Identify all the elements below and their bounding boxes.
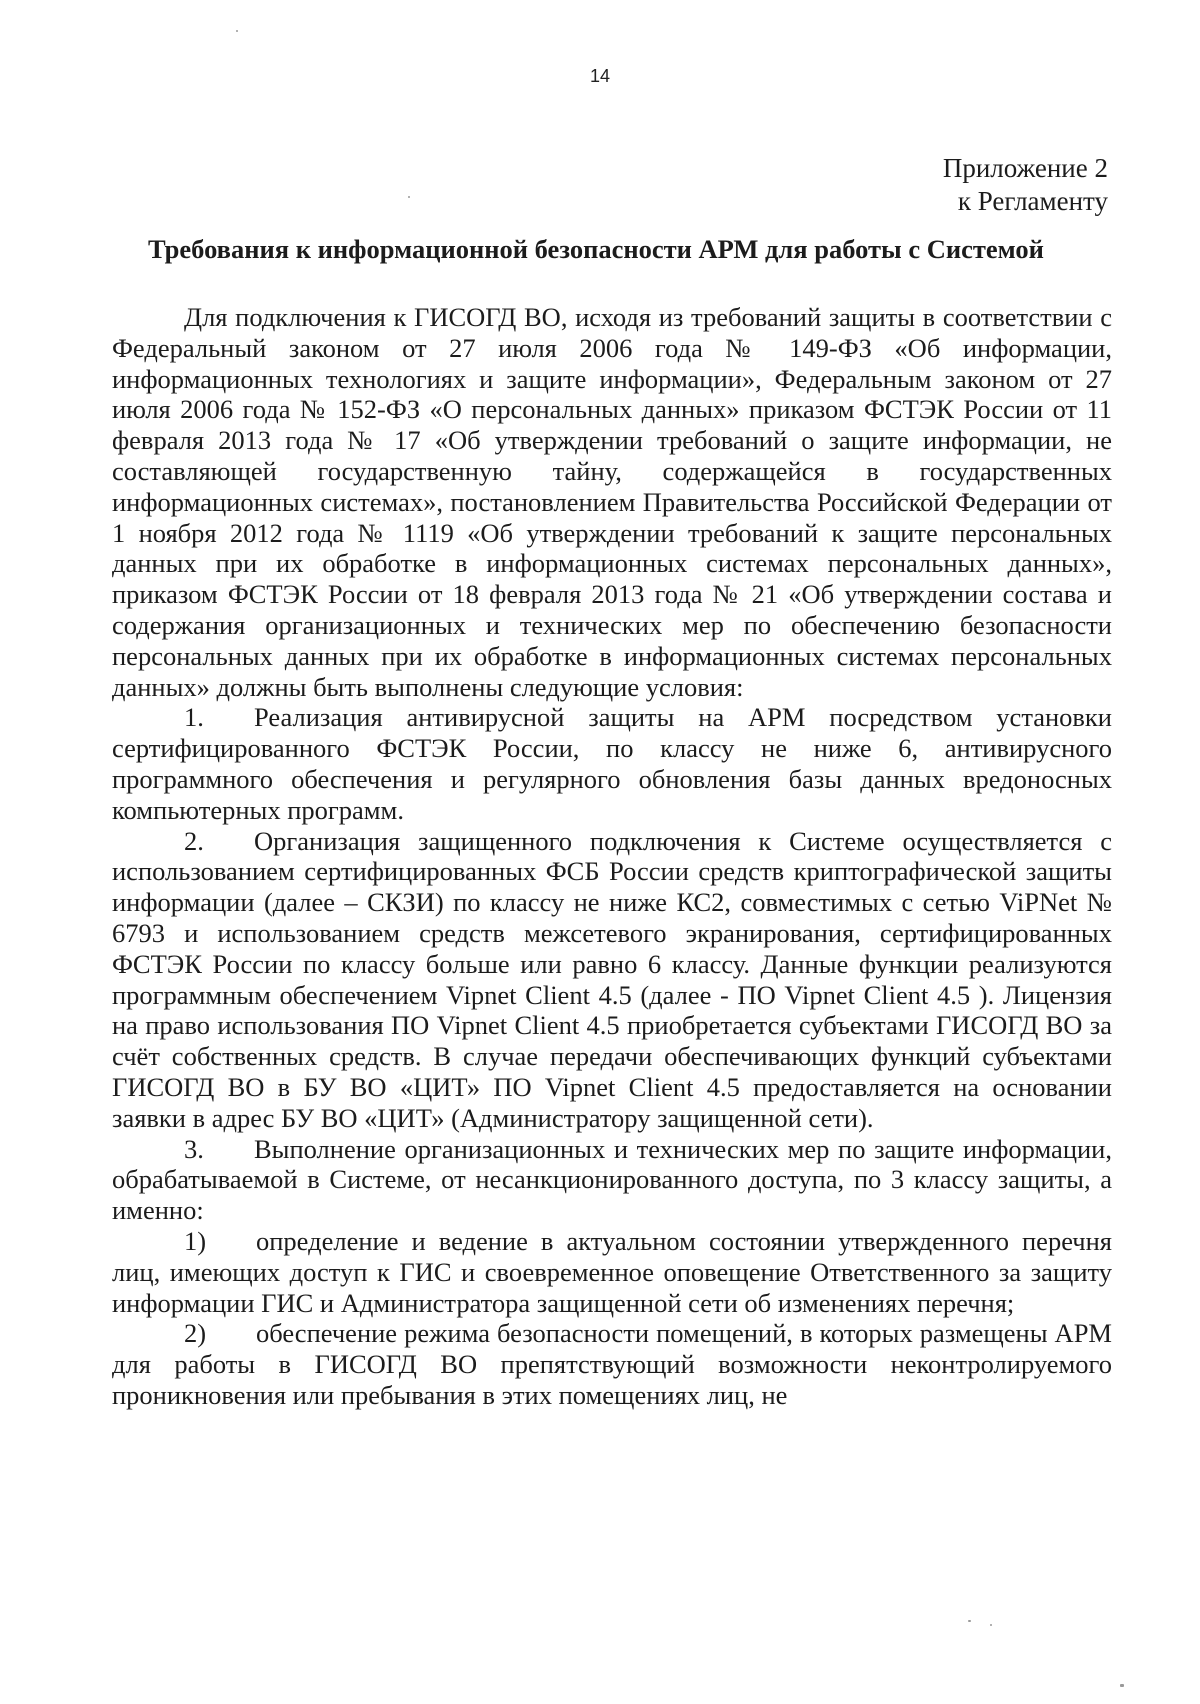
sub-item-1	[112, 1226, 1112, 1318]
list-item-1	[112, 702, 1112, 825]
list-item-number: 2.	[184, 825, 204, 856]
list-item-text: Реализация антивирусной защиты на АРМ посредством установки сертифицированного ФСТЭК России, по классу не ниже 6, антивирусного программного обеспечения и регулярного обновления базы данных вредоносных компьютерных программ.	[112, 702, 1112, 825]
list-item-3	[112, 1134, 1112, 1226]
list-item-text: Организация защищенного подключения к Системе осуществляется с использованием сертифицированных ФСБ России средств криптографической защиты информации (далее – СКЗИ) по классу не ниже КС2, совместимых с сетью ViPNet № 6793 и использованием средств межсетевого экранирования, сертифицированных ФСТЭК России по классу больше или равно 6 классу. Данные функции реализуются программным обеспечением Vipnet Client 4.5 (далее - ПО Vipnet Client 4.5 ). Лицензия на право использования ПО Vipnet Client 4.5 приобретается субъектами ГИСОГД ВО за счёт собственных средств. В случае передачи обеспечивающих функций субъектами ГИСОГД ВО в БУ ВО «ЦИТ» ПО Vipnet Client 4.5 предоставляется на основании заявки в адрес БУ ВО «ЦИТ» (Администратору защищенной сети).	[112, 825, 1112, 1133]
sub-item-number: 1)	[184, 1225, 207, 1256]
list-item-number: 3.	[184, 1133, 204, 1164]
sub-item-text: определение и ведение в актуальном состоянии утвержденного перечня лиц, имеющих доступ к ГИС и своевременное оповещение Ответственного за защиту информации ГИС и Администратора защищенной сети об изменениях перечня;	[112, 1225, 1112, 1318]
document-body	[112, 302, 1112, 1411]
document-title: Требования к информационной безопасности АРМ для работы с Системой	[148, 234, 1044, 264]
scan-speck	[990, 1624, 992, 1626]
sub-item-text: обеспечение режима безопасности помещений, в которых размещены АРМ для работы в ГИСОГД ВО препятствующий возможности неконтролируемого проникновения или пребывания в этих помещениях лиц, не	[112, 1318, 1112, 1410]
scan-speck	[408, 196, 410, 198]
appendix-line-2: к Регламенту	[957, 186, 1108, 216]
sub-item-number: 2)	[184, 1318, 207, 1349]
list-item-2	[112, 826, 1112, 1134]
scan-speck	[968, 1620, 971, 1622]
list-item-text: Выполнение организационных и технических мер по защите информации, обрабатываемой в Системе, от несанкционированного доступа, по 3 классу защиты, а именно:	[112, 1133, 1112, 1226]
appendix-reference	[943, 152, 1108, 218]
page-number: 14	[589, 66, 611, 86]
list-item-number: 1.	[184, 702, 204, 733]
appendix-line-1: Приложение 2	[942, 153, 1108, 183]
sub-item-2	[112, 1318, 1112, 1410]
scan-speck	[1120, 1684, 1124, 1687]
intro-paragraph: Для подключения к ГИСОГД ВО, исходя из требований защиты в соответствии с Федеральный законом от 27 июля 2006 года № 149-ФЗ «Об информации, информационных технологиях и защите информации», Федеральным законом от 27 июля 2006 года № 152-ФЗ «О персональных данных» приказом ФСТЭК России от 11 февраля 2013 года № 17 «Об утверждении требований о защите информации, не составляющей государственную тайну, содержащейся в государственных информационных системах», постановлением Правительства Российской Федерации от 1 ноября 2012 года № 1119 «Об утверждении требований к защите персональных данных при их обработке в информационных системах персональных данных», приказом ФСТЭК России от 18 февраля 2013 года № 21 «Об утверждении состава и содержания организационных и технических мер по обеспечению безопасности персональных данных при их обработке в информационных системах персональных данных» должны быть выполнены следующие условия:	[112, 302, 1112, 702]
scan-speck	[236, 30, 238, 32]
